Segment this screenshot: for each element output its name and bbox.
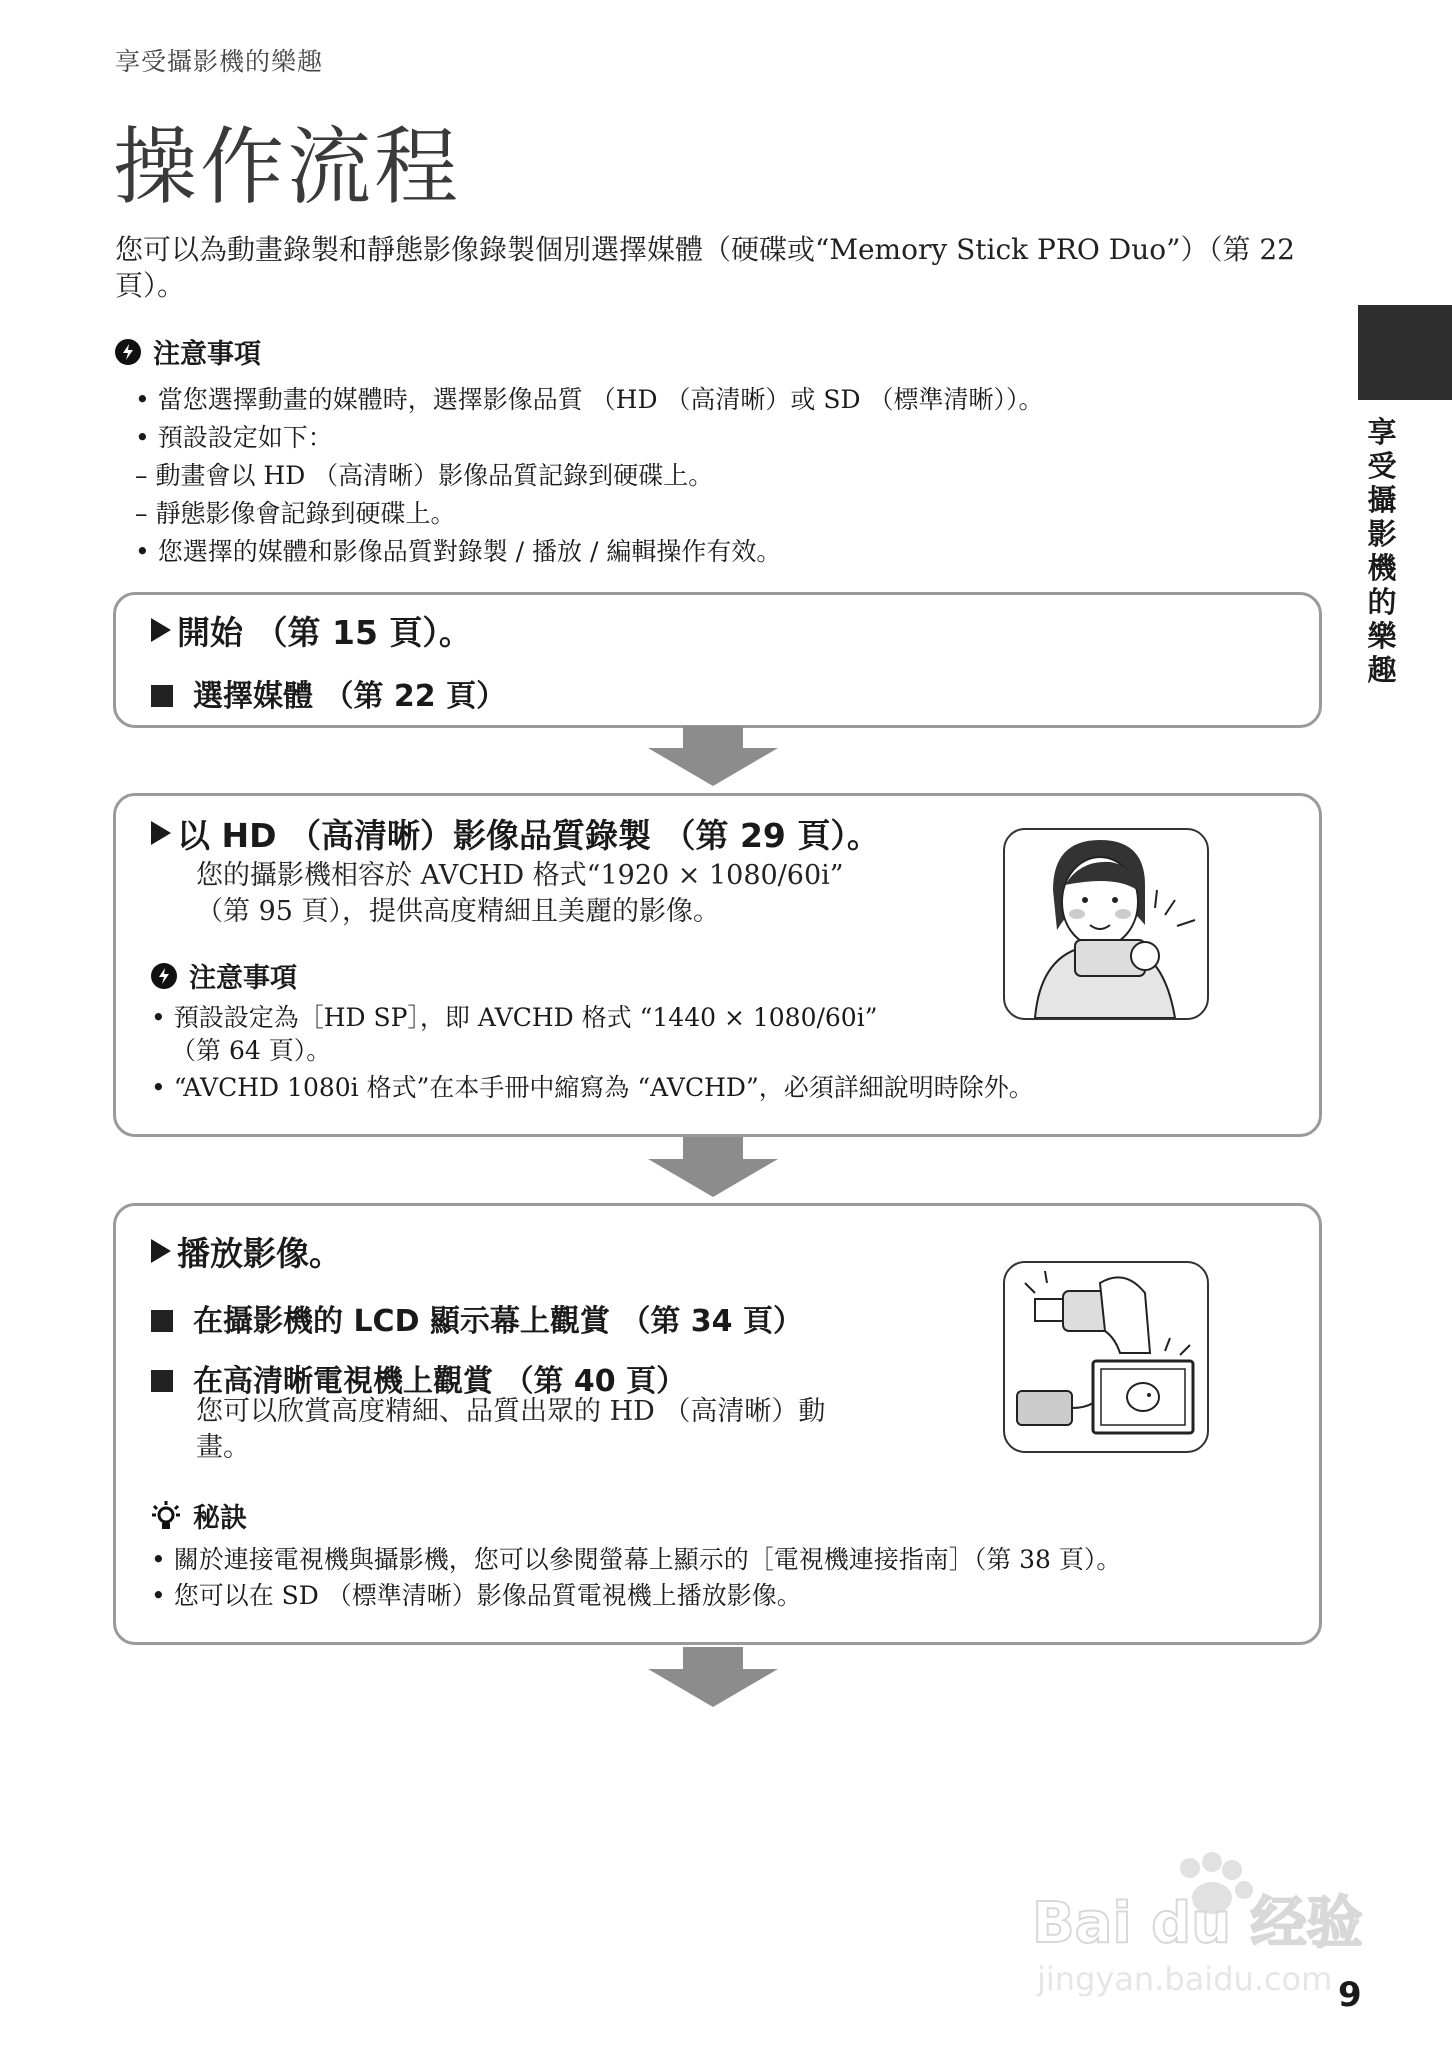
down-arrow-icon bbox=[643, 1137, 783, 1199]
step-box-playback bbox=[113, 1203, 1322, 1645]
lightbulb-tip-icon bbox=[151, 1500, 181, 1532]
side-tab-char: 的 bbox=[1367, 585, 1397, 619]
notes-heading bbox=[115, 332, 1315, 371]
notes-list bbox=[115, 381, 1315, 571]
step-heading bbox=[151, 810, 880, 857]
step-heading-label: 播放影像。 bbox=[177, 1234, 342, 1273]
down-arrow-icon bbox=[643, 726, 783, 788]
tips-heading bbox=[151, 1496, 247, 1535]
tips-heading-label: 秘訣 bbox=[193, 1503, 247, 1534]
list-item: • 關於連接電視機與攝影機，您可以參閱螢幕上顯示的［電視機連接指南］（第 38 頁）。 bbox=[151, 1545, 1122, 1574]
description-line: 您的攝影機相容於 AVCHD 格式“1920 × 1080/60i” bbox=[196, 860, 844, 891]
step-box-record bbox=[113, 793, 1322, 1137]
step-box-start bbox=[113, 592, 1322, 728]
person-recording-illustration bbox=[1003, 828, 1209, 1020]
list-item: • “AVCHD 1080i 格式”在本手冊中縮寫為 “AVCHD”，必須詳細說明時除外。 bbox=[151, 1073, 1034, 1102]
description-line: （第 95 頁），提供高度精細且美麗的影像。 bbox=[196, 896, 721, 927]
select-media-label: 選擇媒體 （第 22 頁） bbox=[193, 679, 507, 714]
tv-playback-illustration bbox=[1003, 1261, 1209, 1453]
view-lcd-item bbox=[151, 1296, 803, 1340]
side-tab-char: 樂 bbox=[1367, 619, 1397, 653]
watermark-url: jingyan.baidu.com bbox=[1037, 1960, 1333, 1998]
side-tab-block bbox=[1358, 305, 1452, 400]
side-tab-char: 受 bbox=[1367, 449, 1397, 483]
view-hdtv-label: 在高清晰電視機上觀賞 （第 40 頁） bbox=[193, 1364, 687, 1399]
square-bullet-icon bbox=[151, 685, 173, 707]
caution-icon bbox=[115, 339, 141, 365]
notes-heading-label: 注意事項 bbox=[189, 963, 297, 994]
playback-description bbox=[196, 1394, 825, 1466]
select-media-item bbox=[151, 671, 506, 715]
list-item: • 您選擇的媒體和影像品質對錄製 / 播放 / 編輯操作有效。 bbox=[135, 537, 782, 566]
view-lcd-label: 在攝影機的 LCD 顯示幕上觀賞 （第 34 頁） bbox=[193, 1304, 804, 1339]
page-number: 9 bbox=[1338, 1975, 1362, 2015]
right-triangle-icon bbox=[151, 1239, 171, 1263]
intro-text: 您可以為動畫錄製和靜態影像錄製個別選擇媒體（硬碟或“Memory Stick PRO Duo”）（第 22 頁）。 bbox=[115, 233, 1295, 302]
list-item: – 靜態影像會記錄到硬碟上。 bbox=[135, 499, 456, 528]
description-line: 您可以欣賞高度精細、品質出眾的 HD （高清晰）動 bbox=[196, 1396, 826, 1427]
description-line: 畫。 bbox=[196, 1432, 250, 1463]
page-title: 操作流程 bbox=[113, 118, 462, 216]
list-item: （第 64 頁）。 bbox=[171, 1036, 332, 1065]
list-item: • 您可以在 SD （標準清晰）影像品質電視機上播放影像。 bbox=[151, 1581, 802, 1610]
baidu-watermark bbox=[1032, 1850, 1362, 2000]
record-description bbox=[196, 858, 844, 930]
tips-list bbox=[151, 1542, 1121, 1614]
side-tab-char: 攝 bbox=[1367, 483, 1397, 517]
list-item: • 預設設定如下： bbox=[135, 423, 333, 452]
square-bullet-icon bbox=[151, 1310, 173, 1332]
side-tab-label bbox=[1365, 415, 1399, 687]
step-heading-label: 開始 （第 15 頁）。 bbox=[177, 613, 472, 652]
notes-list bbox=[151, 1001, 1034, 1104]
watermark-brand: Bai du 经验 bbox=[1032, 1891, 1362, 1956]
step-heading bbox=[151, 607, 472, 654]
step-heading-label: 以 HD （高清晰）影像品質錄製 （第 29 頁）。 bbox=[177, 816, 880, 855]
notes-heading bbox=[151, 956, 297, 995]
side-tab-char: 影 bbox=[1367, 517, 1397, 551]
right-triangle-icon bbox=[151, 821, 171, 845]
list-item: – 動畫會以 HD （高清晰）影像品質記錄到硬碟上。 bbox=[135, 461, 714, 490]
down-arrow-icon bbox=[643, 1647, 783, 1709]
notes-heading-label: 注意事項 bbox=[153, 339, 261, 370]
side-tab-char: 機 bbox=[1367, 551, 1397, 585]
caution-icon bbox=[151, 963, 177, 989]
notes-section bbox=[115, 332, 1315, 571]
section-header: 享受攝影機的樂趣 bbox=[115, 47, 324, 76]
side-tab-char: 享 bbox=[1367, 415, 1397, 449]
side-tab-char: 趣 bbox=[1367, 653, 1397, 687]
step-heading bbox=[151, 1228, 342, 1275]
square-bullet-icon bbox=[151, 1370, 173, 1392]
list-item: • 當您選擇動畫的媒體時，選擇影像品質 （HD （高清晰）或 SD （標準清晰））。 bbox=[135, 385, 1044, 414]
list-item: • 預設設定為［HD SP］，即 AVCHD 格式 “1440 × 1080/60i” bbox=[151, 1003, 878, 1032]
right-triangle-icon bbox=[151, 618, 171, 642]
